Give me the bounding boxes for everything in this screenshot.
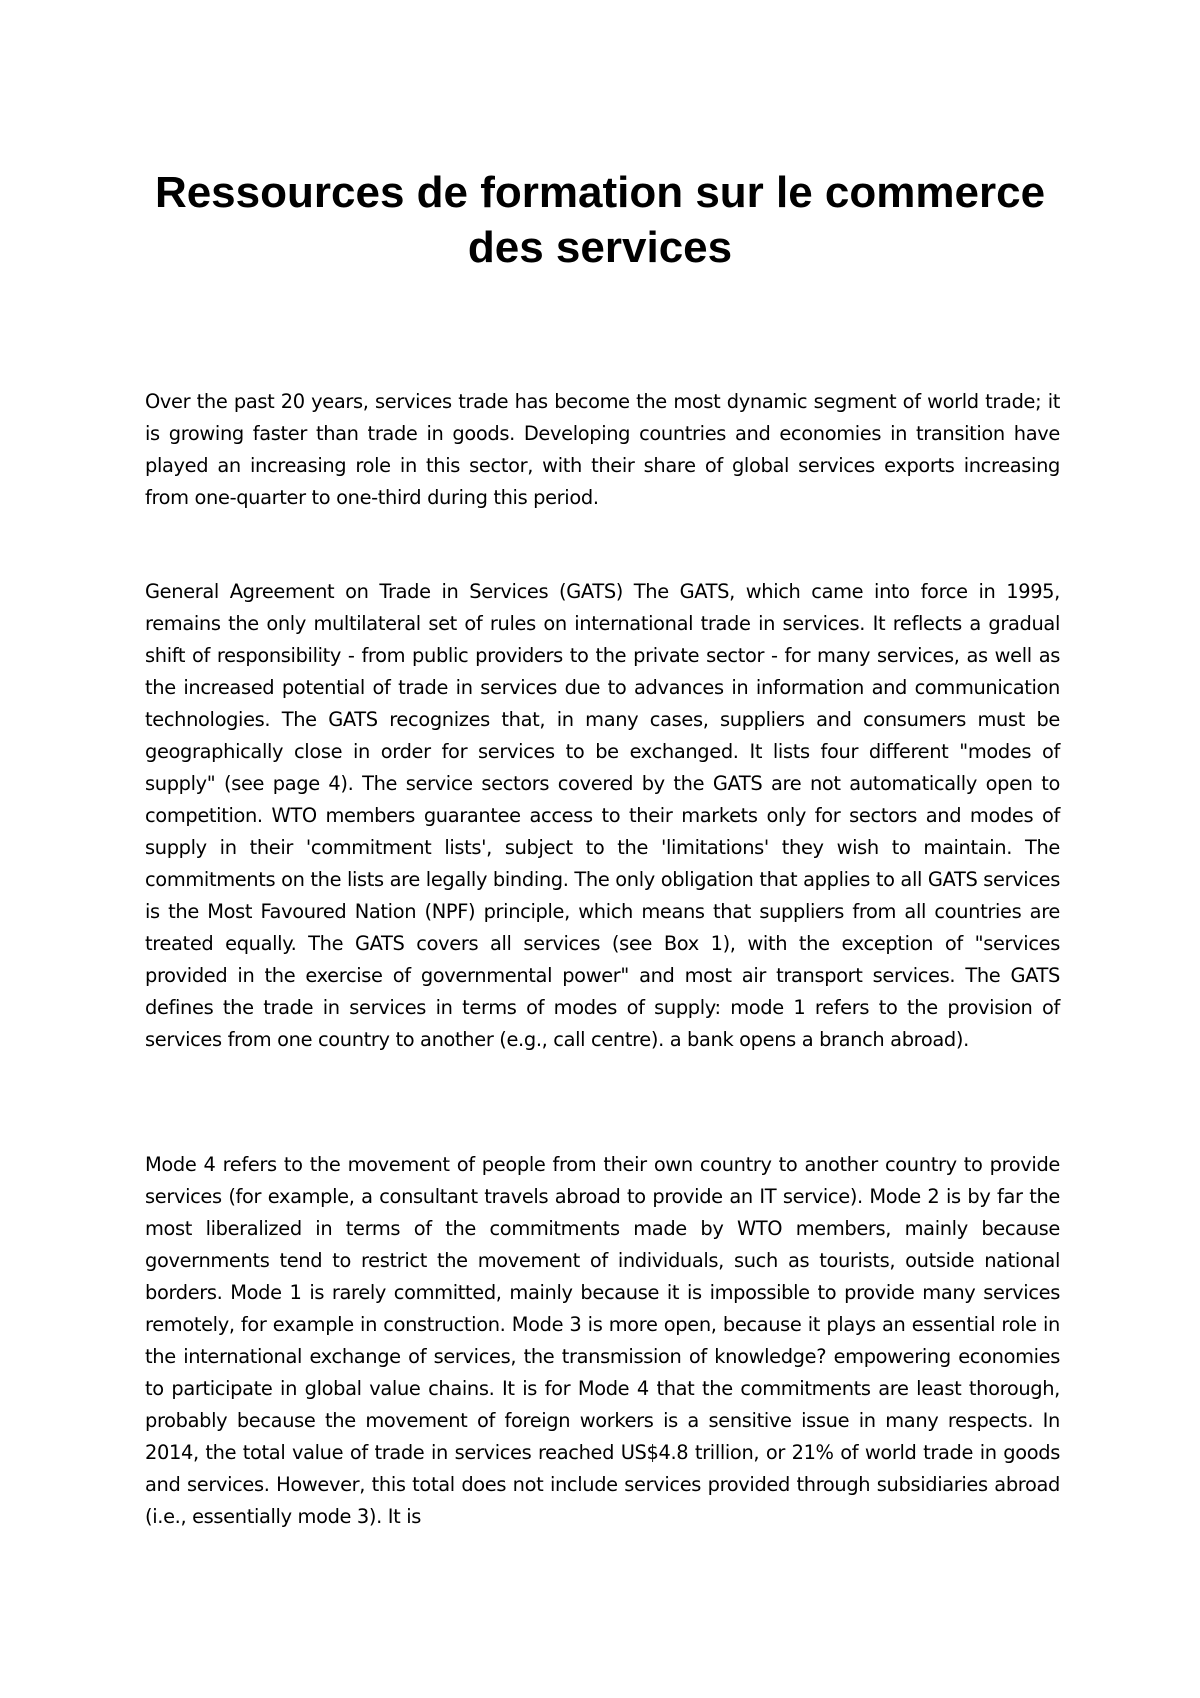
paragraph-modes-of-supply: Mode 4 refers to the movement of people from their own country to another country to provide services (for example, a consultant travels abroad to provide an IT service). Mode 2 is by far the most liberalized in terms of the commitments made by WTO members, mainly because governments tend to restrict the movement of individuals, such as tourists, outside national borders. Mode 1 is rarely committed, mainly because it is impossible to provide many services remotely, for example in construction. Mode 3 is more open, because it plays an essential role in the international exchange of services, the transmission of knowledge? empowering economies to participate in global value chains. It is for Mode 4 that the commitments are least thorough, probably because the movement of foreign workers is a sensitive issue in many respects. In 2014, the total value of trade in services reached US$4.8 trillion, or 21% of world trade in goods and services. However, this total does not include services provided through subsidiaries abroad (i.e., essentially mode 3). It is	[145, 1153, 1060, 1528]
paragraph-services-trade-growth: Over the past 20 years, services trade has become the most dynamic segment of world trade; it is growing faster than trade in goods. Developing countries and economies in transition have played an increasing role in this sector, with their share of global services exports increasing from one-quarter to one-third during this period.	[145, 390, 1060, 509]
document-title: Ressources de formation sur le commerce des services	[154, 168, 1046, 272]
paragraph-gats-overview: General Agreement on Trade in Services (GATS) The GATS, which came into force in 1995, remains the only multilateral set of rules on international trade in services. It reflects a gradual shift of responsibility - from public providers to the private sector - for many services, as well as the increased potential of trade in services due to advances in information and communication technologies. The GATS recognizes that, in many cases, suppliers and consumers must be geographically close in order for services to be exchanged. It lists four different "modes of supply" (see page 4). The service sectors covered by the GATS are not automatically open to competition. WTO members guarantee access to their markets only for sectors and modes of supply in their 'commitment lists', subject to the 'limitations' they wish to maintain. The commitments on the lists are legally binding. The only obligation that applies to all GATS services is the Most Favoured Nation (NPF) principle, which means that suppliers from all countries are treated equally. The GATS covers all services (see Box 1), with the exception of "services provided in the exercise of governmental power" and most air transport services. The GATS defines the trade in services in terms of modes of supply: mode 1 refers to the provision of services from one country to another (e.g., call centre). a bank opens a branch abroad).	[145, 580, 1060, 1051]
